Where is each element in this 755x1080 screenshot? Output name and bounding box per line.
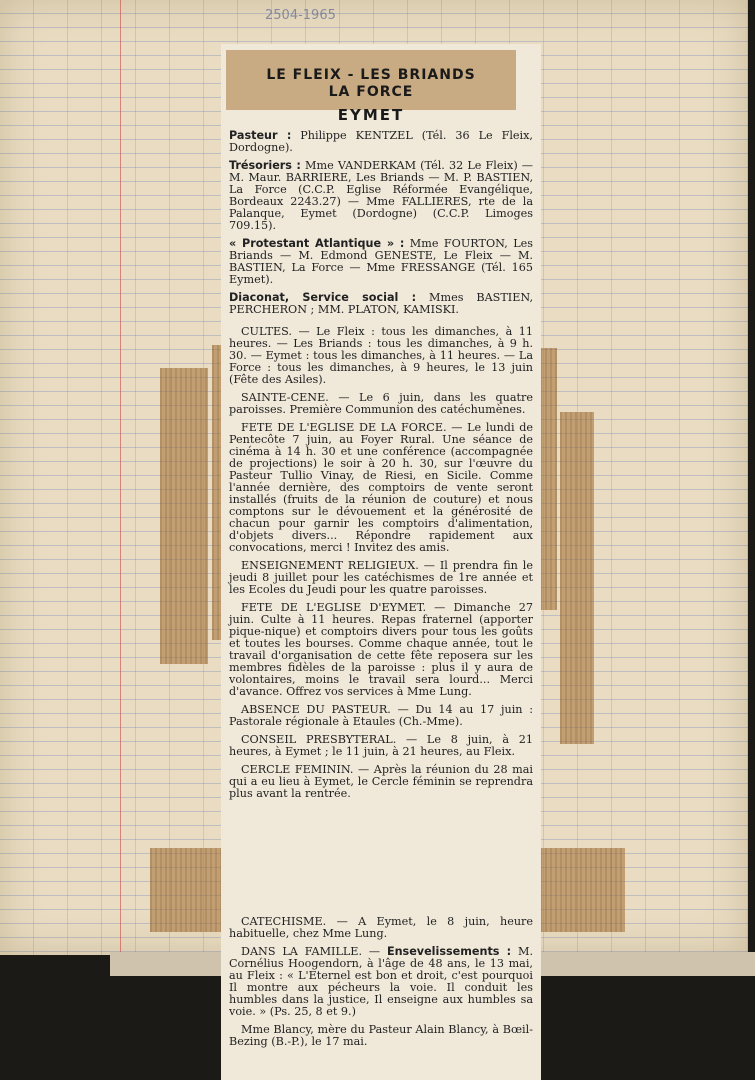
header-line-3: EYMET: [337, 106, 405, 124]
tresoriers-entry: [229, 160, 533, 232]
pasteur-entry: [229, 130, 533, 154]
paragraph-conseil: CONSEIL PRESBYTERAL. — Le 8 juin, à 21 heures, à Eymet ; le 11 juin, à 21 heures, au Fleix.: [229, 733, 533, 758]
pasteur-label: Pasteur :: [229, 129, 292, 142]
tape-strip-left: [160, 368, 208, 664]
diaconat-entry: [229, 292, 533, 316]
protestant-label: « Protestant Atlantique » :: [229, 237, 405, 250]
newspaper-clipping-lower: [221, 910, 541, 1080]
newspaper-clipping: [221, 44, 541, 910]
paragraph-absence: ABSENCE DU PASTEUR. — Du 14 au 17 juin : Pastorale régionale à Etaules (Ch.-Mme).: [229, 703, 533, 728]
famille-label: Ensevelissements :: [386, 945, 512, 958]
tresoriers-text: Mme VANDERKAM (Tél. 32 Le Fleix) — M. Maur. BARRIERE, Les Briands — M. P. BASTIEN, La Force (C.C.P. Eglise Réformée Evangélique, Bordeaux 2243.27) — Mme FALLIERES, rte de la Palanque, Eymet (Dordogne) (C.C.P. Limoges 709.15).: [229, 159, 533, 232]
diaconat-label: Diaconat, Service social :: [229, 291, 417, 304]
tape-strip-bottom-right: [540, 848, 625, 932]
famille-lead: DANS LA FAMILLE. —: [241, 945, 381, 958]
famille-text-1: M. Cornélius Hoogendorn, à l'âge de 48 ans, le 13 mai, au Fleix : « L'Eternel est bon et droit, c'est pourquoi Il montre aux pécheurs la voie. Il conduit les humbles dans la justice, Il enseigne aux humbles sa voie. » (Ps. 25, 8 et 9.): [229, 945, 533, 1018]
famille-text-2: Mme Blancy, mère du Pasteur Alain Blancy, à Bœil-Bezing (B.-P.), le 17 mai.: [229, 1023, 533, 1048]
paragraph-cultes: CULTES. — Le Fleix : tous les dimanches, à 11 heures. — Les Briands : tous les dimanches, à 9 h. 30. — Eymet : tous les dimanches, à 11 heures. — La Force : tous les dimanches, à 9 heures, le 13 juin (Fête des Asiles).: [229, 325, 533, 386]
margin-line: [120, 0, 121, 955]
tresoriers-label: Trésoriers :: [229, 159, 301, 172]
protestant-text: Mme FOURTON, Les Briands — M. Edmond GENESTE, Le Fleix — M. BASTIEN, La Force — Mme FRESSANGE (Tél. 165 Eymet).: [229, 237, 534, 286]
paragraph-catechisme: CATECHISME. — A Eymet, le 8 juin, heure habituelle, chez Mme Lung.: [229, 915, 533, 940]
paragraph-fete-eymet: FETE DE L'EGLISE D'EYMET. — Dimanche 27 juin. Culte à 11 heures. Repas fraternel (apporter pique-nique) et comptoirs divers pour tous les goûts et toutes les bourses. Comme chaque année, tout le travail d'organisation de cette fête reposera sur les membres fidèles de la paroisse : plus il y aura de volontaires, moins le travail sera lourd... Merci d'avance. Offrez vos services à Mme Lung.: [229, 601, 533, 698]
pasteur-text: Philippe KENTZEL (Tél. 36 Le Fleix, Dordogne).: [229, 129, 533, 154]
header-line-2: LA FORCE: [328, 84, 414, 100]
protestant-atlantique-entry: [229, 238, 533, 286]
tape-strip-bottom-left: [150, 848, 222, 932]
tape-strip-far-right: [560, 412, 594, 744]
paragraph-sainte-cene: SAINTE-CENE. — Le 6 juin, dans les quatre paroisses. Première Communion des catéchumènes.: [229, 391, 533, 416]
diaconat-text: Mmes BASTIEN, PERCHERON ; MM. PLATON, KAMISKI.: [229, 291, 534, 316]
handwritten-note: 2504-1965: [265, 8, 336, 23]
paragraph-cercle: CERCLE FEMININ. — Après la réunion du 28 mai qui a eu lieu à Eymet, le Cercle féminin se reprendra plus avant la rentrée.: [229, 763, 533, 800]
header-line-1: LE FLEIX - LES BRIANDS: [266, 67, 476, 83]
famille-entry: [229, 946, 533, 1018]
paragraph-enseignement: ENSEIGNEMENT RELIGIEUX. — Il prendra fin le jeudi 8 juillet pour les catéchismes de 1re année et les Ecoles du Jeudi pour les quatre paroisses.: [229, 559, 533, 596]
paragraph-fete-la-force: FETE DE L'EGLISE DE LA FORCE. — Le lundi de Pentecôte 7 juin, au Foyer Rural. Une séance de cinéma à 14 h. 30 et une conférence (accompagnée de projections) le soir à 20 h. 30, sur l'œuvre du Pasteur Tullio Vinay, de Riesi, en Sicile. Comme l'année dernière, des comptoirs de vente seront installés (fruits de la réunion de couture) et nous comptons sur le dévouement et la générosité de chacun pour garnir les comptoirs d'alimentation, d'objets divers... Répondre rapidement aux convocations, merci ! Invitez des amis.: [229, 421, 533, 554]
